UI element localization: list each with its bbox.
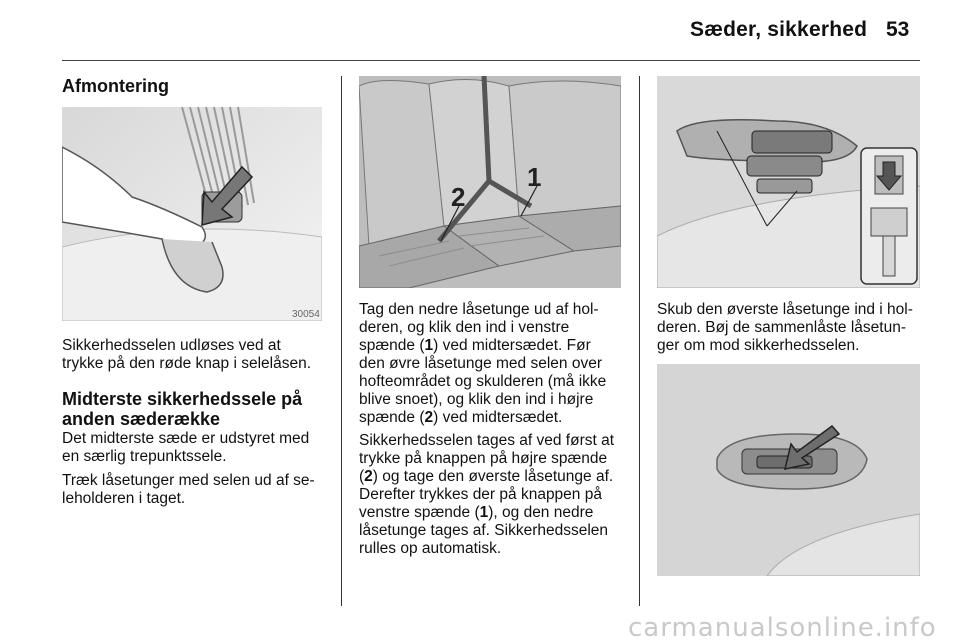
illustration-roof-holder bbox=[657, 76, 920, 288]
paragraph-line: rulles op automatisk. bbox=[359, 540, 502, 557]
paragraph-line: leholderen i taget. bbox=[62, 490, 186, 507]
paragraph-fasten-middle-belt bbox=[359, 301, 629, 427]
paragraph-line: Sikkerhedsselen tages af ved først at bbox=[359, 432, 615, 449]
paragraph-line: hofteområdet og skulderen (må ikke bbox=[359, 373, 607, 390]
header-divider bbox=[62, 60, 920, 61]
illustration-belt-release bbox=[62, 107, 322, 321]
paragraph-line bbox=[359, 409, 629, 427]
paragraph-release bbox=[62, 337, 332, 373]
text-run: venstre spænde ( bbox=[359, 504, 480, 521]
section-heading-afmontering: Afmontering bbox=[62, 76, 169, 96]
paragraph-line: Tag den nedre låsetunge ud af hol- bbox=[359, 301, 599, 318]
reference-number: 2 bbox=[424, 409, 434, 426]
reference-number: 1 bbox=[479, 504, 489, 521]
reference-number: 1 bbox=[424, 337, 434, 354]
text-run: ) ved midtersædet. bbox=[433, 409, 563, 426]
column-divider-left bbox=[341, 76, 342, 606]
paragraph-line: deren. Bøj de sammenlåste låsetun- bbox=[657, 319, 906, 336]
paragraph-line bbox=[359, 468, 634, 486]
figure-number: 30054 bbox=[292, 309, 320, 320]
text-run: ( bbox=[359, 468, 365, 485]
callout-1: 1 bbox=[527, 162, 542, 192]
paragraph-push-tongue bbox=[657, 301, 932, 355]
paragraph-line: Derefter trykkes der på knappen på bbox=[359, 486, 602, 503]
paragraph-remove-middle-belt bbox=[359, 432, 634, 558]
paragraph-line: Træk låsetunger med selen ud af se- bbox=[62, 472, 315, 489]
page-header-title: Sæder, sikkerhed bbox=[690, 18, 868, 41]
paragraph-line: trykke på den røde knap i selelåsen. bbox=[62, 355, 311, 372]
paragraph-line: Sikkerhedsselen udløses ved at bbox=[62, 337, 281, 354]
paragraph-line: Skub den øverste låsetunge ind i hol- bbox=[657, 301, 913, 318]
illustration-rear-seats bbox=[359, 76, 621, 288]
paragraph-middle-seat bbox=[62, 430, 332, 466]
paragraph-line: låsetunge tages af. Sikkerhedsselen bbox=[359, 522, 609, 539]
paragraph-line: trykke på knappen på højre spænde bbox=[359, 450, 608, 467]
callout-2: 2 bbox=[451, 182, 466, 212]
heading-line: anden sæderække bbox=[62, 409, 221, 429]
text-run: ) ved midtersædet. Før bbox=[433, 337, 591, 354]
text-run: spænde ( bbox=[359, 337, 425, 354]
section-heading-middle-belt bbox=[62, 389, 332, 429]
paragraph-pull-tongues bbox=[62, 472, 332, 508]
paragraph-line: Det midterste sæde er udstyret med bbox=[62, 430, 310, 447]
heading-line: Midterste sikkerhedssele på bbox=[62, 389, 303, 409]
column-divider-right bbox=[639, 76, 640, 606]
illustration-holder-closeup bbox=[657, 364, 920, 576]
paragraph-line bbox=[359, 337, 629, 355]
paragraph-line: blive snoet), og klik den ind i højre bbox=[359, 391, 594, 408]
page-number: 53 bbox=[886, 18, 910, 41]
paragraph-line: deren, og klik den ind i venstre bbox=[359, 319, 570, 336]
reference-number: 2 bbox=[364, 468, 373, 485]
paragraph-line: ger om mod sikkerhedsselen. bbox=[657, 337, 860, 354]
text-run: spænde ( bbox=[359, 409, 425, 426]
paragraph-line bbox=[359, 504, 634, 522]
footer-brand-watermark: carmanualsonline.info bbox=[628, 613, 937, 643]
paragraph-line: den øvre låsetunge med selen over bbox=[359, 355, 602, 372]
text-run: ), og den nedre bbox=[488, 504, 594, 521]
paragraph-line: en særlig trepunktssele. bbox=[62, 448, 227, 465]
text-run: ) og tage den øverste låsetunge af. bbox=[372, 468, 614, 485]
